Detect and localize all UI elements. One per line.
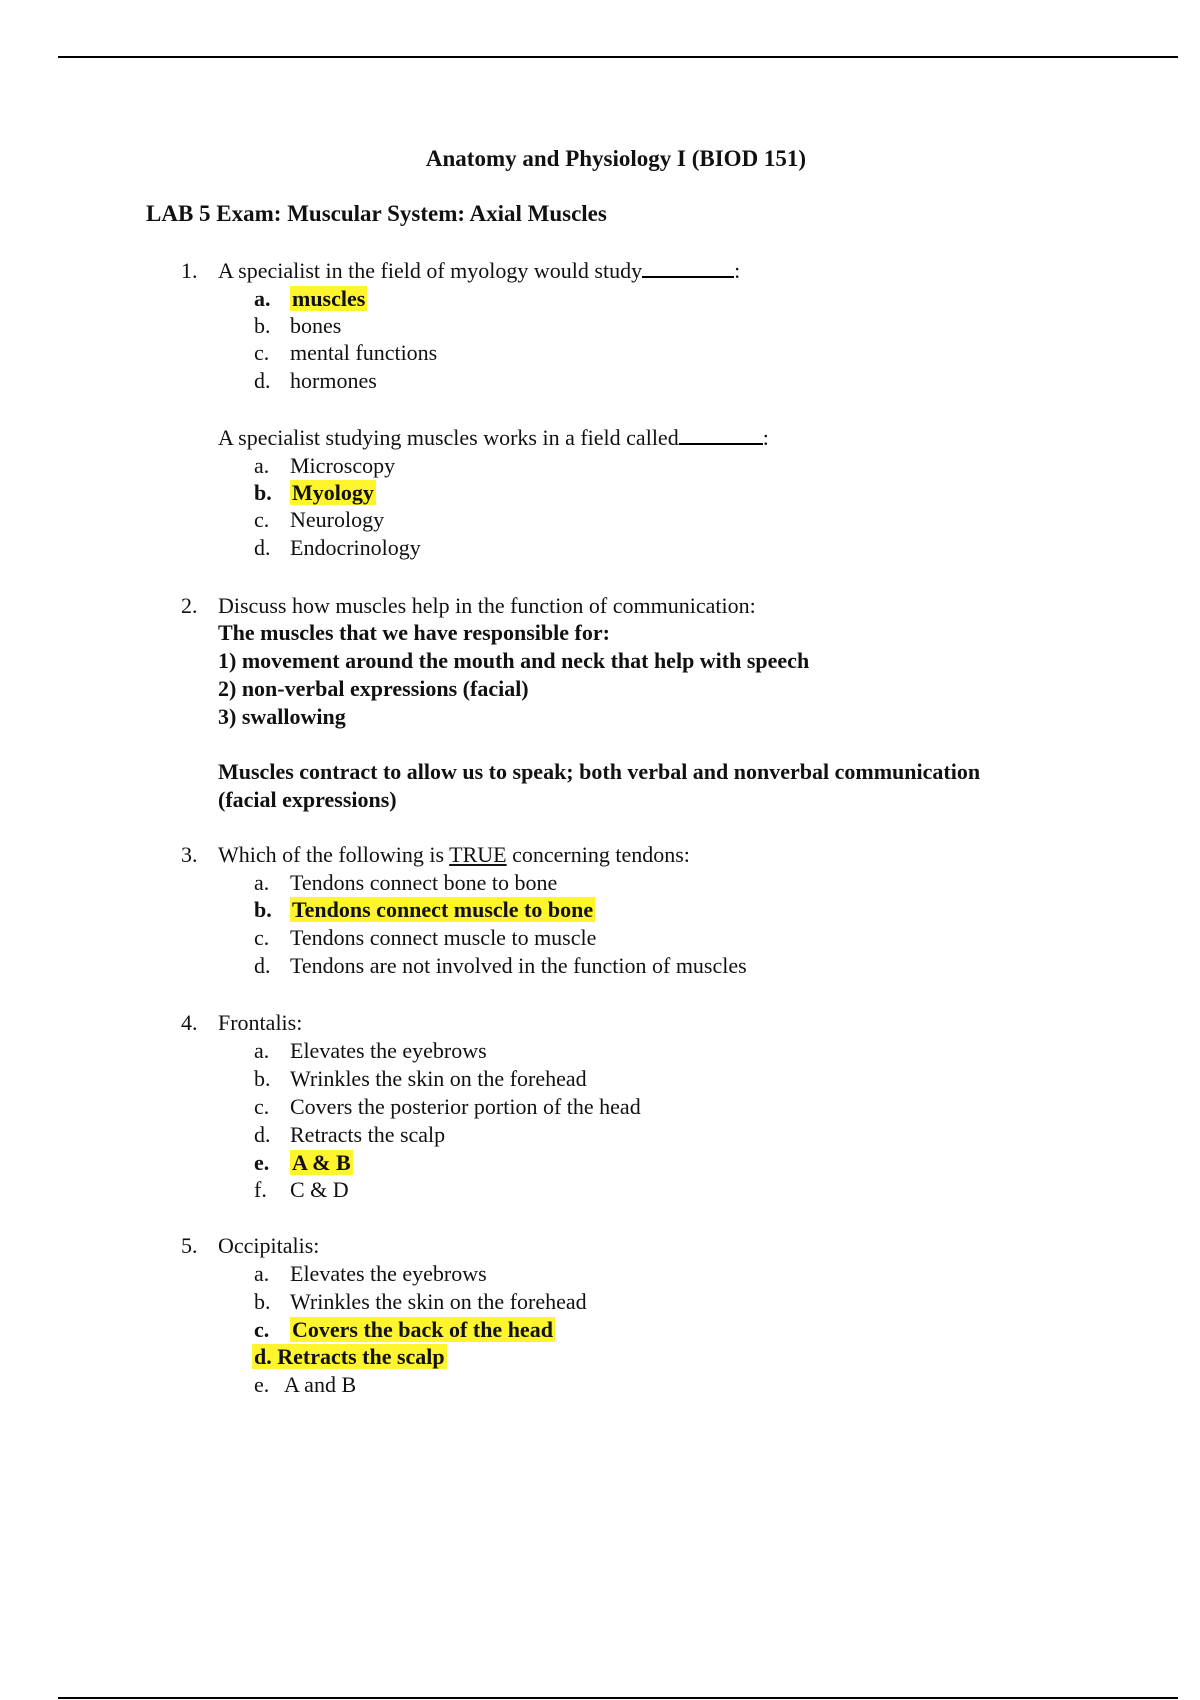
question-text: A specialist in the field of myology would study : — [218, 258, 741, 283]
bottom-rule — [58, 1697, 1178, 1699]
option-letter: a. — [254, 286, 271, 311]
top-rule — [58, 56, 1178, 58]
option-letter: b. — [254, 1066, 271, 1091]
option-letter: b. — [254, 313, 271, 338]
option-letter: a. — [254, 453, 270, 478]
option-letter: d. — [254, 953, 271, 978]
option-letter: d. — [254, 535, 271, 560]
option-text-correct: Covers the back of the head — [292, 1317, 553, 1342]
option-text-correct: d. Retracts the scalp — [254, 1344, 445, 1369]
document-title: Anatomy and Physiology I (BIOD 151) — [425, 146, 807, 171]
option-letter: d. — [254, 368, 271, 393]
question-number: 5. — [181, 1233, 198, 1258]
option-text: Wrinkles the skin on the forehead — [290, 1289, 587, 1314]
option-letter: f. — [254, 1177, 267, 1202]
option-letter: c. — [254, 507, 270, 532]
option-text: A and B — [284, 1372, 357, 1397]
option-text: mental functions — [290, 340, 438, 365]
document-subtitle: LAB 5 Exam: Muscular System: Axial Muscles — [146, 201, 607, 226]
option-text: Endocrinology — [290, 535, 421, 560]
answer-line: 3) swallowing — [218, 704, 346, 729]
option-text: Elevates the eyebrows — [290, 1038, 487, 1063]
question-number: 4. — [181, 1010, 198, 1035]
option-text: Elevates the eyebrows — [290, 1261, 487, 1286]
question-number: 2. — [181, 593, 198, 618]
answer-line: 1) movement around the mouth and neck that help with speech — [218, 648, 810, 673]
option-text: Tendons connect bone to bone — [290, 870, 558, 895]
option-text-correct: muscles — [292, 286, 366, 311]
answer-line: 2) non-verbal expressions (facial) — [218, 676, 529, 701]
option-text: Retracts the scalp — [290, 1122, 446, 1147]
option-text: Covers the posterior portion of the head — [290, 1094, 641, 1119]
option-letter: c. — [254, 1317, 270, 1342]
option-text: Microscopy — [290, 453, 396, 478]
option-letter: b. — [254, 897, 272, 922]
option-text-correct: Tendons connect muscle to bone — [292, 897, 594, 922]
option-text: Neurology — [290, 507, 385, 532]
option-text: Wrinkles the skin on the forehead — [290, 1066, 587, 1091]
answer-line: The muscles that we have responsible for: — [218, 620, 610, 645]
option-text: C & D — [290, 1177, 349, 1202]
option-letter: e. — [254, 1150, 270, 1175]
option-letter: c. — [254, 925, 270, 950]
question-number: 1. — [181, 258, 198, 283]
question-text: Frontalis: — [218, 1010, 303, 1035]
option-letter: a. — [254, 1038, 270, 1063]
option-letter: a. — [254, 870, 270, 895]
question-text: Which of the following is TRUE concerning tendons: — [218, 842, 690, 867]
answer-paragraph-line: (facial expressions) — [218, 787, 397, 812]
option-letter: b. — [254, 1289, 271, 1314]
option-text-correct: Myology — [292, 480, 374, 505]
option-text: bones — [290, 313, 342, 338]
answer-blank — [679, 425, 763, 445]
option-letter: c. — [254, 1094, 270, 1119]
option-text: Tendons are not involved in the function of muscles — [290, 953, 747, 978]
underlined-word: TRUE — [449, 842, 507, 867]
answer-paragraph-line: Muscles contract to allow us to speak; both verbal and nonverbal communication — [218, 759, 981, 784]
option-letter: d. — [254, 1122, 271, 1147]
question-text: A specialist studying muscles works in a field called : — [218, 425, 769, 450]
answer-blank — [642, 258, 734, 278]
option-letter: a. — [254, 1261, 270, 1286]
option-text: hormones — [290, 368, 377, 393]
question-text: Occipitalis: — [218, 1233, 320, 1258]
option-letter: c. — [254, 340, 270, 365]
option-letter: b. — [254, 480, 272, 505]
option-letter: e. — [254, 1372, 270, 1397]
option-text: Tendons connect muscle to muscle — [290, 925, 597, 950]
question-number: 3. — [181, 842, 198, 867]
option-text-correct: A & B — [292, 1150, 351, 1175]
question-text: Discuss how muscles help in the function of communication: — [218, 593, 756, 618]
